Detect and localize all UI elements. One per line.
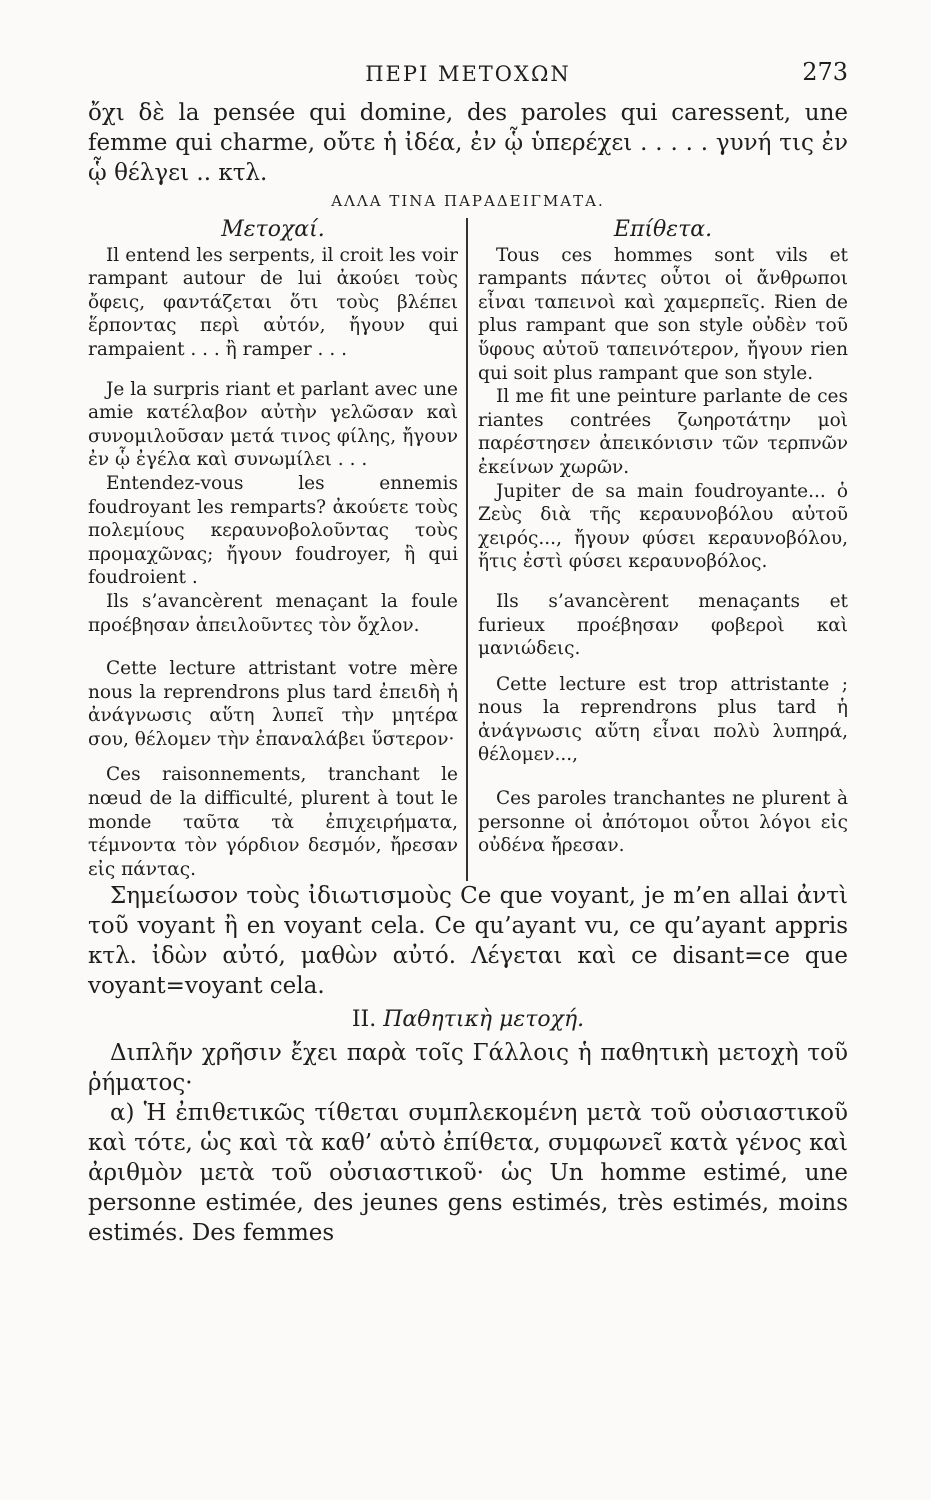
page	[88, 58, 848, 1248]
participles-column	[88, 218, 468, 881]
body-paragraph: Διπλῆν χρῆσιν ἔχει παρὰ τοῖς Γάλλοις ἡ παθητικὴ μετοχὴ τοῦ ῥήματος·	[88, 1040, 848, 1097]
participle-example: Ils s’avancèrent menaçant la foule προέβησαν ἀπειλοῦντες τὸν ὄχλον.	[88, 590, 458, 636]
idiom-note: Σημείωσον τοὺς ἰδιωτισμοὺς Ce que voyant, je m’en allai ἀντὶ τοῦ voyant ἢ en voyant cela. Ce qu’ayant vu, ce qu’ayant appris κτλ. ἰδὼν αὐτό, μαθὼν αὐτό. Λέγεται καὶ ce disant=ce que voyant=voyant cela.	[88, 883, 848, 1000]
participle-example: Cette lecture attristant votre mère nous la reprendrons plus tard ἐπειδὴ ἡ ἀνάγνωσις αὕτη λυπεῖ τὴν μητέρα σου, θέλομεν τὴν ἐπαναλάβει ὕστερον·	[88, 658, 458, 750]
part-title: Παθητικὴ μετοχή.	[383, 1007, 585, 1033]
participles-heading: Μετοχαί.	[221, 217, 325, 242]
intro-paragraph: ὄχι δὲ la pensée qui domine, des paroles qui caressent, une femme qui charme, οὔτε ἡ ἰδέα, ἐν ᾧ ὑπερέχει . . . . . γυνή τις ἐν ᾧ θέλγει .. κτλ.	[88, 100, 848, 186]
participle-example: Entendez-vous les ennemis foudroyant les remparts? ἀκούετε τοὺς πολεμίους κεραυνοβολοῦντας τοὺς προμαχῶνας; ἤγουν foudroyer, ἢ qui foudroient .	[88, 472, 458, 589]
adjective-example: Ils s’avancèrent menaçants et furieux προέβησαν φοβεροὶ καὶ μανιώδεις.	[478, 590, 848, 660]
two-column-examples	[88, 218, 848, 881]
page-number: 273	[802, 58, 848, 86]
adjective-example: Cette lecture est trop attristante ; nous la reprendrons plus tard ἡ ἀνάγνωσις αὕτη εἶναι πολὺ λυπηρά, θέλομεν...,	[478, 673, 848, 766]
adjective-example: Il me fit une peinture parlante de ces riantes contrées ζωηροτάτην μοὶ παρέστησεν ἀπεικόνισιν τῶν τερπνῶν ἐκείνων χωρῶν.	[478, 386, 848, 478]
participle-example: Je la surpris riant et parlant avec une amie κατέλαβον αὐτὴν γελῶσαν καὶ συνομιλοῦσαν μετά τινος φίλης, ἤγουν ἐν ᾧ ἐγέλα καὶ συνωμίλει . . .	[88, 378, 458, 471]
participle-example: Il entend les serpents, il croit les voir rampant autour de lui ἀκούει τοὺς ὄφεις, φαντάζεται ὅτι τοὺς βλέπει ἕρποντας περὶ αὐτόν, ἤγουν qui rampaient . . . ἢ ramper . . .	[88, 244, 458, 360]
running-head	[88, 58, 848, 98]
running-title: ΠΕΡΙ ΜΕΤΟΧΩΝ	[365, 62, 571, 86]
part-number: II.	[351, 1007, 377, 1033]
adjective-example: Ces paroles tranchantes ne plurent à personne οἱ ἀπότομοι οὗτοι λόγοι εἰς οὐδένα ἤρεσαν.	[478, 788, 848, 857]
part-heading	[88, 1007, 848, 1032]
adjectives-column	[468, 218, 848, 881]
adjectives-heading: Επίθετα.	[613, 217, 713, 242]
section-heading: ΑΛΛΑ ΤΙΝΑ ΠΑΡΑΔΕΙΓΜΑΤΑ.	[331, 192, 605, 210]
body-paragraph: α) Ἡ ἐπιθετικῶς τίθεται συμπλεκομένη μετὰ τοῦ οὐσιαστικοῦ καὶ τότε, ὡς καὶ τὰ καθ’ αὑτὸ ἐπίθετα, συμφωνεῖ κατὰ γένος καὶ ἀριθμὸν μετὰ τοῦ οὐσιαστικοῦ· ὡς Un homme estimé, une personne estimée, des jeunes gens estimés, très estimés, moins estimés. Des femmes	[88, 1100, 848, 1247]
adjective-example: Jupiter de sa main foudroyante... ὁ Ζεὺς διὰ τῆς κεραυνοβόλου αὐτοῦ χειρός..., ἤγουν φύσει κεραυνοβόλου, ἥτις ἐστὶ φύσει κεραυνοβόλος.	[478, 480, 848, 573]
participle-example: Ces raisonnements, tranchant le nœud de la difficulté, plurent à tout le monde ταῦτα τὰ ἐπιχειρήματα, τέμνοντα τὸν γόρδιον δεσμόν, ἤρεσαν εἰς πάντας.	[88, 764, 458, 880]
adjective-example: Tous ces hommes sont vils et rampants πάντες οὗτοι οἱ ἄνθρωποι εἶναι ταπεινοὶ καὶ χαμερπεῖς. Rien de plus rampant que son style οὐδὲν τοῦ ὕφους αὐτοῦ ταπεινότερον, ἤγουν rien qui soit plus rampant que son style.	[478, 244, 848, 384]
